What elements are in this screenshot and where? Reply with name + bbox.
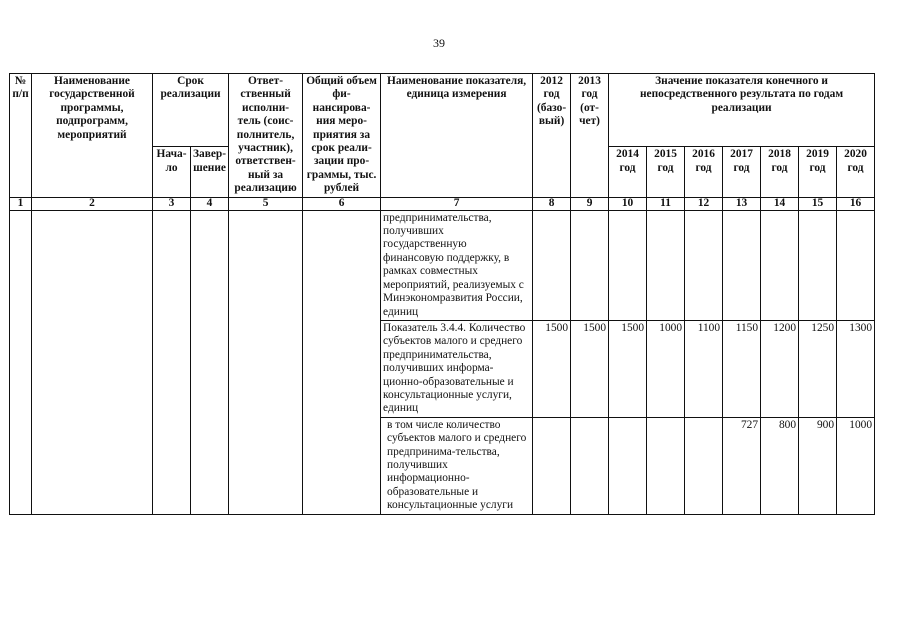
cell-responsible bbox=[229, 210, 303, 514]
table-header bbox=[10, 74, 875, 211]
column-number: 14 bbox=[761, 197, 799, 210]
cell-2019 bbox=[799, 210, 837, 320]
cell-2015: 1000 bbox=[647, 320, 685, 417]
header-name: Наименование государственной программы, подпрограмм, мероприятий bbox=[32, 74, 153, 198]
header-2018: 2018 год bbox=[761, 147, 799, 197]
cell-name bbox=[32, 210, 153, 514]
cell-num bbox=[10, 210, 32, 514]
cell-2020: 1000 bbox=[837, 417, 875, 514]
column-number-row bbox=[10, 197, 875, 210]
header-end: Завер-шение bbox=[191, 147, 229, 197]
header-term: Срок реализации bbox=[153, 74, 229, 147]
cell-2015 bbox=[647, 210, 685, 320]
cell-indicator: Показатель 3.4.4. Количество субъектов малого и среднего предпринимательства, получивших информа-ционно-образовательные и консультационные услуги, единиц bbox=[381, 320, 533, 417]
header-start: Нача-ло bbox=[153, 147, 191, 197]
cell-2015 bbox=[647, 417, 685, 514]
cell-2018 bbox=[761, 210, 799, 320]
column-number: 10 bbox=[609, 197, 647, 210]
page-number: 39 bbox=[433, 36, 445, 50]
cell-2012: 1500 bbox=[533, 320, 571, 417]
column-number: 11 bbox=[647, 197, 685, 210]
cell-2019: 900 bbox=[799, 417, 837, 514]
cell-start bbox=[153, 210, 191, 514]
cell-2013 bbox=[571, 417, 609, 514]
header-2012: 2012 год (базо-вый) bbox=[533, 74, 571, 198]
column-number: 9 bbox=[571, 197, 609, 210]
cell-end bbox=[191, 210, 229, 514]
table-body bbox=[10, 210, 875, 514]
header-indicator: Наименование показателя, единица измерения bbox=[381, 74, 533, 198]
cell-volume bbox=[303, 210, 381, 514]
header-2014: 2014 год bbox=[609, 147, 647, 197]
column-number: 13 bbox=[723, 197, 761, 210]
cell-2012 bbox=[533, 417, 571, 514]
cell-2013: 1500 bbox=[571, 320, 609, 417]
column-number: 3 bbox=[153, 197, 191, 210]
column-number: 7 bbox=[381, 197, 533, 210]
column-number: 5 bbox=[229, 197, 303, 210]
cell-2012 bbox=[533, 210, 571, 320]
column-number: 16 bbox=[837, 197, 875, 210]
table-row bbox=[10, 210, 875, 320]
cell-2016 bbox=[685, 417, 723, 514]
cell-2014: 1500 bbox=[609, 320, 647, 417]
cell-2016 bbox=[685, 210, 723, 320]
cell-2014 bbox=[609, 417, 647, 514]
cell-2013 bbox=[571, 210, 609, 320]
cell-2014 bbox=[609, 210, 647, 320]
cell-2019: 1250 bbox=[799, 320, 837, 417]
column-number: 6 bbox=[303, 197, 381, 210]
header-num: № п/п bbox=[10, 74, 32, 198]
header-2019: 2019 год bbox=[799, 147, 837, 197]
column-number: 2 bbox=[32, 197, 153, 210]
column-number: 1 bbox=[10, 197, 32, 210]
cell-2020: 1300 bbox=[837, 320, 875, 417]
column-number: 12 bbox=[685, 197, 723, 210]
header-2017: 2017 год bbox=[723, 147, 761, 197]
header-2013: 2013 год (от-чет) bbox=[571, 74, 609, 198]
header-result-group: Значение показателя конечного и непосредственного результата по годам реализации bbox=[609, 74, 875, 147]
cell-indicator: предпринимательства, получивших государственную финансовую поддержку, в рамках совместных мероприятий, реализуемых с Минэкономразвития России, единиц bbox=[381, 210, 533, 320]
header-2015: 2015 год bbox=[647, 147, 685, 197]
cell-2018: 800 bbox=[761, 417, 799, 514]
cell-2017: 1150 bbox=[723, 320, 761, 417]
header-responsible: Ответ-ственный исполни-тель (соис-полнитель, участник), ответствен-ный за реализацию bbox=[229, 74, 303, 198]
indicators-table bbox=[9, 73, 875, 515]
header-2020: 2020 год bbox=[837, 147, 875, 197]
cell-2016: 1100 bbox=[685, 320, 723, 417]
column-number: 8 bbox=[533, 197, 571, 210]
header-2016: 2016 год bbox=[685, 147, 723, 197]
cell-2018: 1200 bbox=[761, 320, 799, 417]
column-number: 15 bbox=[799, 197, 837, 210]
cell-indicator: в том числе количество субъектов малого и среднего предпринима-тельства, получивших информационно-образовательные и консультационные услуги bbox=[381, 417, 533, 514]
cell-2017 bbox=[723, 210, 761, 320]
cell-2020 bbox=[837, 210, 875, 320]
header-volume: Общий объем фи-нансирова-ния меро-приятия за срок реали-зации про-граммы, тыс. рублей bbox=[303, 74, 381, 198]
column-number: 4 bbox=[191, 197, 229, 210]
cell-2017: 727 bbox=[723, 417, 761, 514]
